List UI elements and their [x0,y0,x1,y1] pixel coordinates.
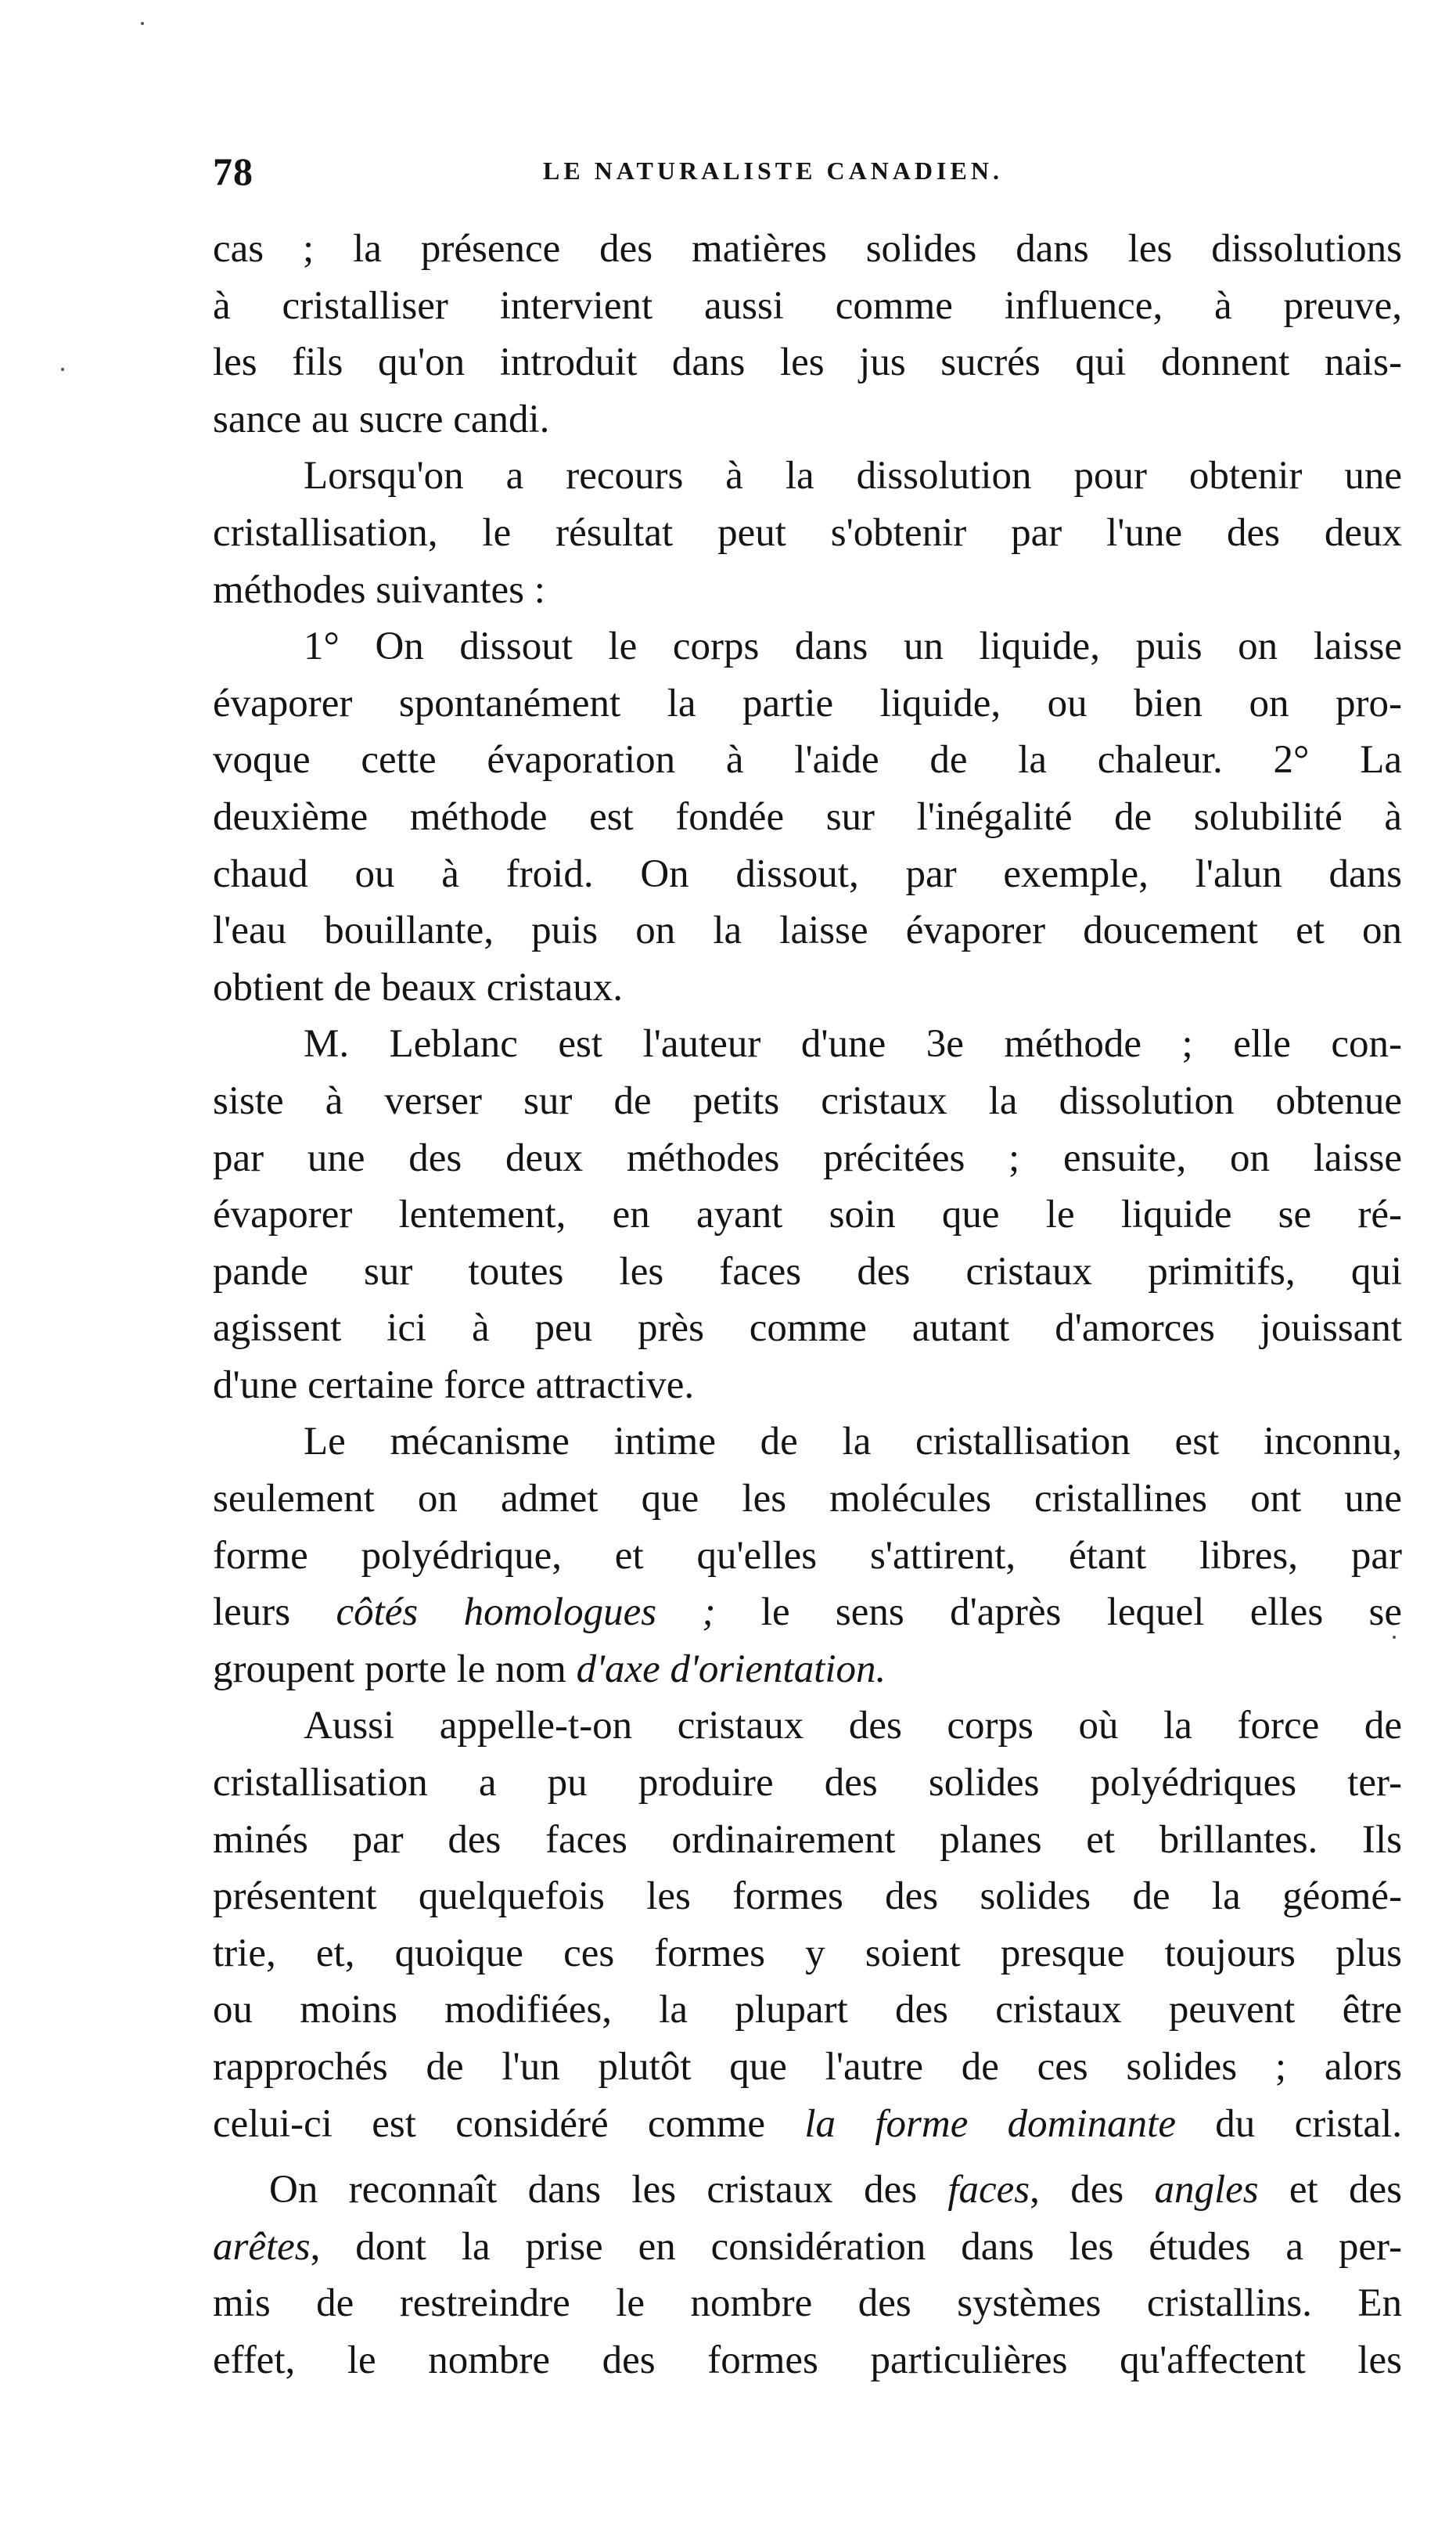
margin-speck [61,368,64,371]
paragraph-3 [213,618,1402,1016]
text-line: mis de restreindre le nombre des systèmes cristallins. En [213,2281,1402,2326]
text-line: sance au sucre candi. [213,397,550,441]
text-line: Le mécanisme intime de la cristallisation est inconnu, [304,1420,1402,1464]
text-line: obtient de beaux cristaux. [213,965,623,1010]
text-line [213,2096,1402,2153]
text-fragment: le sens d'après lequel elles se [715,1590,1402,1635]
text-fragment: et des [1258,2168,1402,2212]
running-title: LE NATURALISTE CANADIEN. [543,157,1003,185]
text-line: chaud ou à froid. On dissout, par exemple, l'alun dans [213,851,1402,896]
text-line: ou moins modifiées, la plupart des cristaux peuvent être [213,1988,1402,2032]
text-line: agissent ici à peu près comme autant d'amorces jouissant [213,1306,1402,1351]
paragraph-4 [213,1016,1402,1413]
text-line: par une des deux méthodes précitées ; ensuite, on laisse [213,1136,1402,1180]
margin-speck [1393,1636,1396,1639]
body-text [213,221,1402,2389]
text-fragment: , des [1030,2168,1155,2212]
text-line: les fils qu'on introduit dans les jus sucrés qui donnent nais- [213,340,1402,385]
text-line: Lorsqu'on a recours à la dissolution pour obtenir une [304,454,1402,499]
italic-phrase: d'axe d'orientation. [576,1647,886,1691]
text-line: méthodes suivantes : [213,567,545,612]
text-fragment: du cristal. [1175,2101,1402,2146]
text-line: minés par des faces ordinairement planes et brillantes. Ils [213,1817,1402,1862]
text-line [213,2162,1402,2219]
text-line: cristallisation, le résultat peut s'obtenir par l'une des deux [213,510,1402,555]
paragraph-7 [213,2162,1402,2389]
italic-phrase: côtés homologues ; [336,1590,716,1635]
text-line: cas ; la présence des matières solides dans les dissolutions [213,227,1402,271]
paragraph-2 [213,448,1402,618]
text-line: pande sur toutes les faces des cristaux primitifs, qui [213,1249,1402,1294]
text-line: trie, et, quoique ces formes y soient presque toujours plus [213,1931,1402,1975]
italic-word: arêtes [213,2224,311,2269]
paragraph-gap [213,2152,1402,2162]
text-line: évaporer lentement, en ayant soin que le liquide se ré- [213,1193,1402,1237]
text-line: d'une certaine force attractive. [213,1363,695,1407]
paragraph-5 [213,1413,1402,1697]
italic-word: angles [1154,2168,1259,2212]
text-line: M. Leblanc est l'auteur d'une 3e méthode ; elle con- [304,1022,1402,1067]
text-line: Aussi appelle-t-on cristaux des corps où la force de [304,1704,1402,1748]
text-line: présentent quelquefois les formes des solides de la géomé- [213,1874,1402,1919]
page-number: 78 [213,149,253,193]
text-fragment: leurs [213,1590,336,1635]
text-line: siste à verser sur de petits cristaux la dissolution obtenue [213,1078,1402,1123]
italic-word: faces [947,2168,1030,2212]
text-fragment: , dont la prise en considération dans les études a per- [310,2224,1402,2269]
text-fragment: celui-ci est considéré comme [213,2101,805,2146]
text-line: seulement on admet que les molécules cristallines ont une [213,1477,1402,1521]
text-line: forme polyédrique, et qu'elles s'attirent, étant libres, par [213,1533,1402,1578]
text-line: l'eau bouillante, puis on la laisse évaporer doucement et on [213,909,1402,953]
text-line: cristallisation a pu produire des solides polyédriques ter- [213,1761,1402,1805]
paragraph-6 [213,1697,1402,2152]
paragraph-1 [213,221,1402,448]
text-line [213,1641,1402,1698]
text-line: à cristalliser intervient aussi comme influence, à preuve, [213,283,1402,328]
text-line: effet, le nombre des formes particulières qu'affectent les [213,2338,1402,2382]
text-line: deuxième méthode est fondée sur l'inégalité de solubilité à [213,794,1402,839]
text-line: rapprochés de l'un plutôt que l'autre de ces solides ; alors [213,2045,1402,2089]
text-line [213,1584,1402,1641]
text-fragment: On reconnaît dans les cristaux des [269,2168,948,2212]
text-line: voque cette évaporation à l'aide de la chaleur. 2° La [213,738,1402,783]
page-header [213,149,1402,203]
text-line [213,2219,1402,2276]
text-fragment: groupent porte le nom [213,1647,577,1691]
text-line: évaporer spontanément la partie liquide, ou bien on pro- [213,681,1402,725]
text-line: 1° On dissout le corps dans un liquide, puis on laisse [304,625,1402,669]
margin-speck [141,22,144,25]
italic-phrase: la forme dominante [804,2101,1176,2146]
